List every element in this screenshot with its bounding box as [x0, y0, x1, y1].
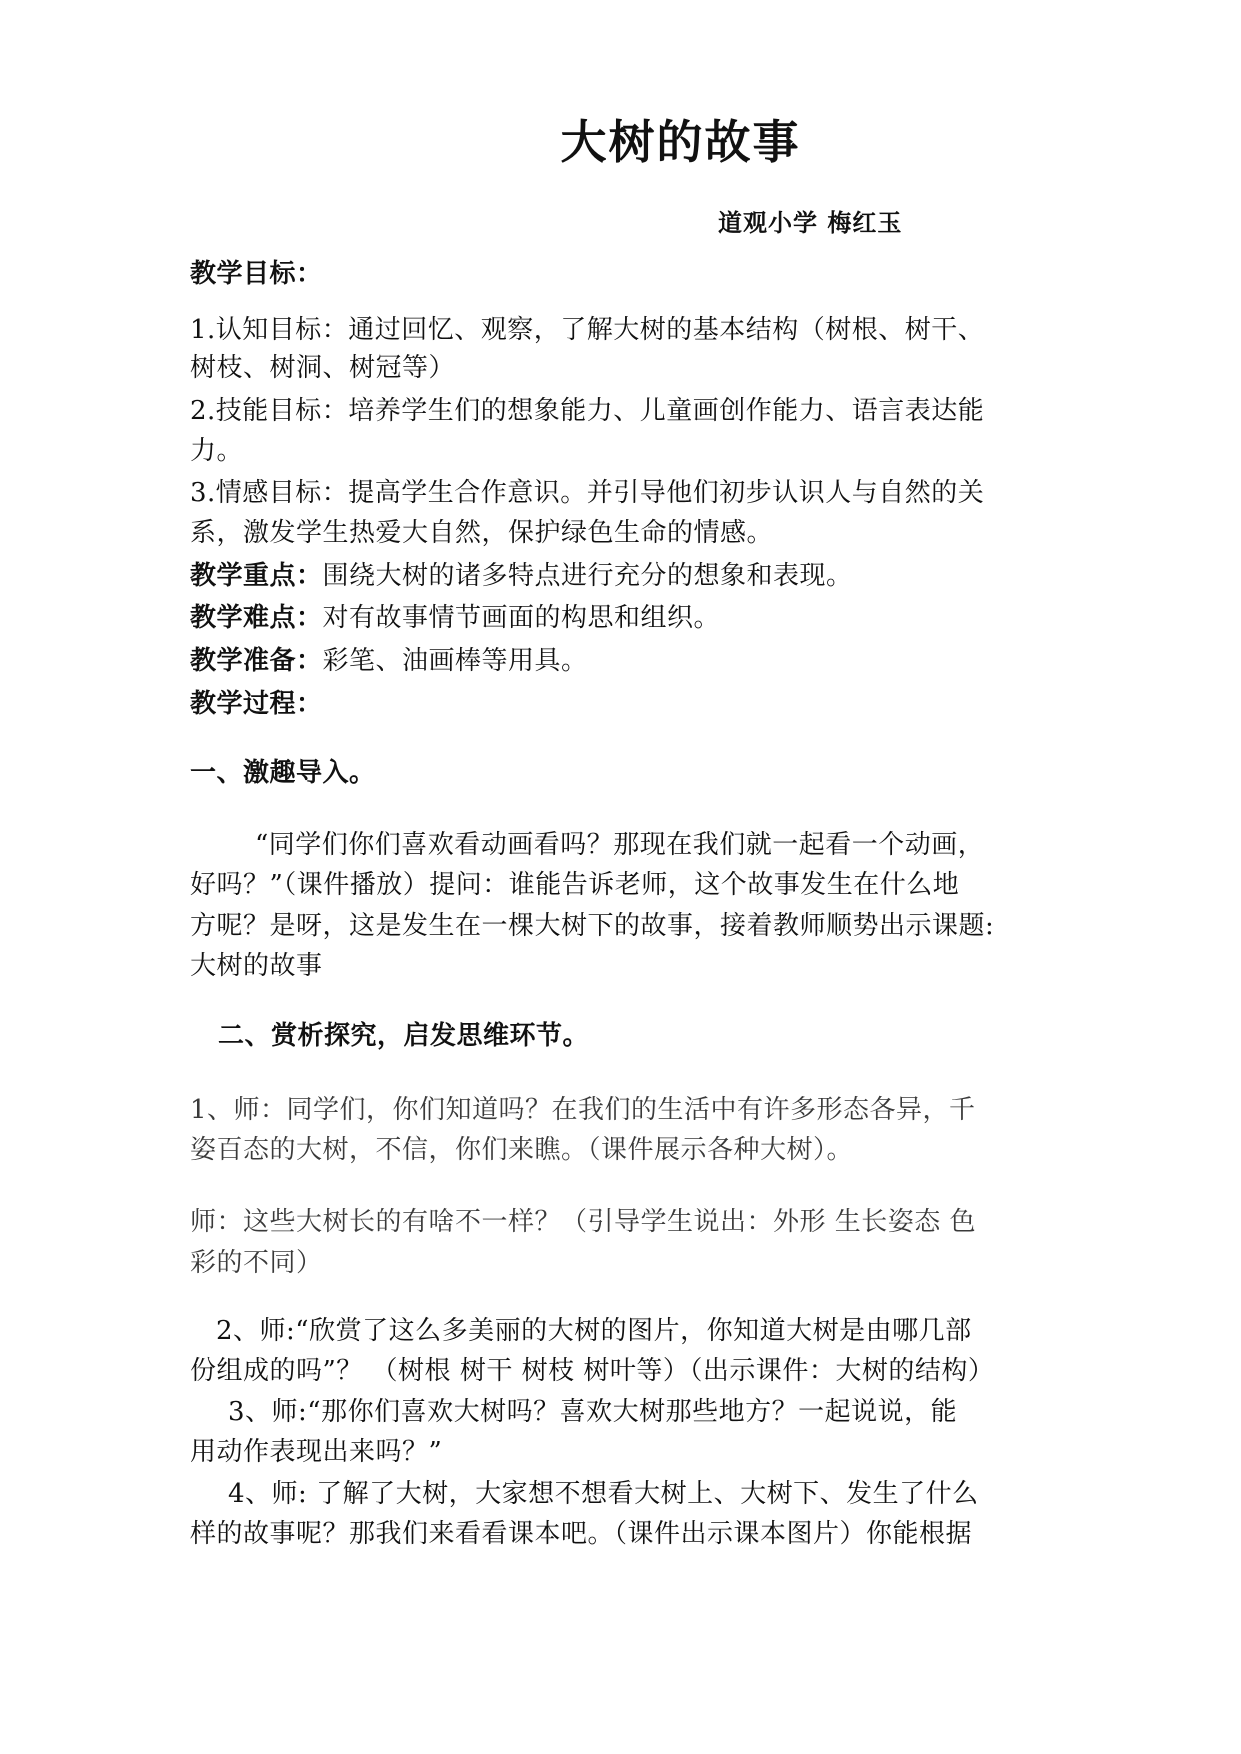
preparation-label: 教学准备：	[190, 646, 323, 676]
section-2-item-5-line-1: 4、师: 了解了大树，大家想不想看大树上、大树下、发生了什么	[228, 1479, 979, 1509]
objectives-heading: 教学目标：	[190, 259, 323, 289]
section-1-paragraph-line-4: 大树的故事	[190, 951, 323, 981]
section-2-item-1-line-2: 姿百态的大树，不信，你们来瞧。（课件展示各种大树）。	[190, 1135, 854, 1165]
difficulty-text: 对有故事情节画面的构思和组织。	[322, 603, 721, 633]
section-1-paragraph-line-2: 好吗？”（课件播放）提问：谁能告诉老师，这个故事发生在什么地	[190, 870, 960, 900]
objective-3-line-2: 系，激发学生热爱大自然，保护绿色生命的情感。	[190, 518, 774, 548]
key-points-row	[190, 558, 853, 594]
objective-2-line-1: 2.技能目标：培养学生们的想象能力、儿童画创作能力、语言表达能	[190, 396, 985, 426]
section-2-item-3-line-2: 份组成的吗”？ （树根 树干 树枝 树叶等）（出示课件：大树的结构）	[190, 1356, 995, 1386]
section-2-item-1-line-1: 1、师：同学们，你们知道吗？在我们的生活中有许多形态各异，千	[190, 1095, 976, 1125]
section-1-paragraph-line-3: 方呢？是呀，这是发生在一棵大树下的故事，接着教师顺势出示课题:	[190, 911, 995, 941]
section-2-item-4-line-2: 用动作表现出来吗？”	[190, 1437, 443, 1467]
section-2-item-3-line-1: 2、师:“欣赏了这么多美丽的大树的图片，你知道大树是由哪几部	[216, 1316, 972, 1346]
section-2-heading: 二、赏析探究，启发思维环节。	[218, 1021, 590, 1051]
preparation-text: 彩笔、油画棒等用具。	[322, 646, 588, 676]
preparation-row	[190, 643, 588, 679]
section-1-heading: 一、激趣导入。	[190, 758, 376, 788]
section-2-item-2-line-1: 师：这些大树长的有啥不一样？（引导学生说出：外形 生长姿态 色	[190, 1207, 977, 1237]
difficulty-row	[190, 600, 720, 636]
objective-2-line-2: 力。	[190, 436, 244, 466]
objective-1-line-1: 1.认知目标：通过回忆、观察，了解大树的基本结构（树根、树干、	[190, 315, 985, 345]
objective-3-line-1: 3.情感目标：提高学生合作意识。并引导他们初步认识人与自然的关	[190, 478, 985, 508]
section-2-item-4-line-1: 3、师:“那你们喜欢大树吗？喜欢大树那些地方？一起说说，能	[228, 1397, 958, 1427]
difficulty-label: 教学难点：	[190, 603, 323, 633]
process-heading: 教学过程：	[190, 689, 323, 719]
section-2-item-5-line-2: 样的故事呢？那我们来看看课本吧。（课件出示课本图片）你能根据	[190, 1519, 973, 1549]
document-title: 大树的故事	[560, 115, 801, 169]
section-1-paragraph-line-1: “同学们你们喜欢看动画看吗？那现在我们就一起看一个动画，	[255, 830, 985, 860]
objective-1-line-2: 树枝、树洞、树冠等）	[190, 353, 456, 383]
key-points-label: 教学重点：	[190, 561, 323, 591]
key-points-text: 围绕大树的诸多特点进行充分的想象和表现。	[322, 561, 853, 591]
author-line: 道观小学 梅红玉	[718, 208, 903, 237]
section-2-item-2-line-2: 彩的不同）	[190, 1248, 323, 1278]
